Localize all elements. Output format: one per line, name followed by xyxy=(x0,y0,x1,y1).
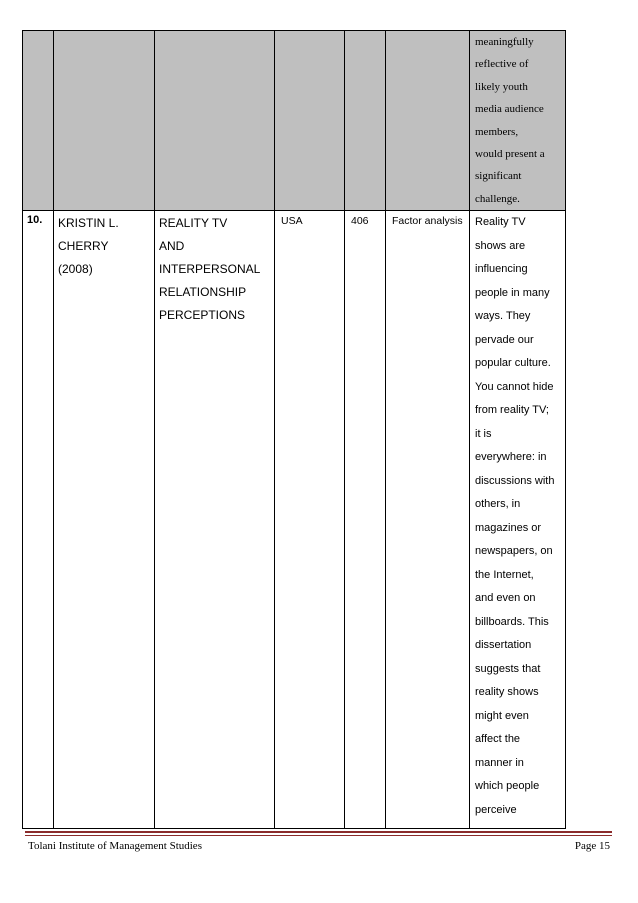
sample-cell: 406 xyxy=(345,211,386,829)
findings-line: others, in xyxy=(475,498,521,511)
cont-line: likely youth xyxy=(475,80,528,93)
findings-line: suggests that xyxy=(475,662,541,675)
findings-line: ways. They xyxy=(475,310,531,323)
findings-cell xyxy=(470,211,566,829)
findings-line: newspapers, on xyxy=(475,545,553,558)
cont-line: significant xyxy=(475,170,522,183)
method-cell: Factor analysis xyxy=(386,211,470,829)
cont-line: reflective of xyxy=(475,58,529,71)
literature-review-table xyxy=(22,30,566,829)
findings-line: it is xyxy=(475,427,492,440)
continuation-row xyxy=(23,31,566,211)
findings-line: and even on xyxy=(475,592,536,605)
findings-line: affect the xyxy=(475,733,521,746)
findings-line: magazines or xyxy=(475,521,542,534)
cont-line: would present a xyxy=(475,148,545,161)
cont-cell-author xyxy=(54,31,155,211)
findings-line: everywhere: in xyxy=(475,451,547,464)
page-number: Page 15 xyxy=(574,840,610,852)
title-line: RELATIONSHIP xyxy=(159,285,247,300)
title-cell xyxy=(155,211,275,829)
cont-line: meaningfully xyxy=(475,36,534,48)
title-line: INTERPERSONAL xyxy=(159,262,261,277)
cont-line: challenge. xyxy=(475,192,520,205)
cont-line: members, xyxy=(475,125,519,138)
findings-line: the Internet, xyxy=(475,568,534,581)
cont-cell-findings xyxy=(470,31,566,211)
findings-line: perceive xyxy=(475,803,517,816)
cont-cell-no xyxy=(23,31,54,211)
findings-line: pervade our xyxy=(475,333,534,346)
author-line: CHERRY xyxy=(58,239,109,254)
cont-cell-method xyxy=(386,31,470,211)
cont-line: media audience xyxy=(475,103,544,116)
footer-rule-thin xyxy=(25,835,612,836)
findings-line: You cannot hide xyxy=(475,380,554,393)
findings-line: reality shows xyxy=(475,686,539,699)
findings-line: Reality TV xyxy=(475,216,526,229)
cont-cell-sample xyxy=(345,31,386,211)
country-cell: USA xyxy=(275,211,345,829)
findings-line: from reality TV; xyxy=(475,404,549,417)
footer-rule-thick xyxy=(25,831,612,833)
title-line: REALITY TV xyxy=(159,216,228,231)
findings-line: popular culture. xyxy=(475,357,551,370)
title-line: PERCEPTIONS xyxy=(159,308,246,323)
author-cell xyxy=(54,211,155,829)
findings-line: which people xyxy=(475,780,540,793)
findings-line: manner in xyxy=(475,756,524,769)
author-line: (2008) xyxy=(58,262,93,277)
title-line: AND xyxy=(159,239,185,254)
findings-line: dissertation xyxy=(475,639,532,652)
cont-cell-title xyxy=(155,31,275,211)
cont-cell-country xyxy=(275,31,345,211)
author-line: KRISTIN L. xyxy=(58,216,119,231)
findings-line: might even xyxy=(475,709,529,722)
findings-line: shows are xyxy=(475,239,526,252)
row-number: 10. xyxy=(23,211,54,829)
findings-line: influencing xyxy=(475,263,528,276)
findings-line: billboards. This xyxy=(475,615,549,628)
footer-institute: Tolani Institute of Management Studies xyxy=(28,840,202,852)
table-row xyxy=(23,211,566,829)
findings-line: people in many xyxy=(475,286,550,299)
findings-line: discussions with xyxy=(475,474,555,487)
